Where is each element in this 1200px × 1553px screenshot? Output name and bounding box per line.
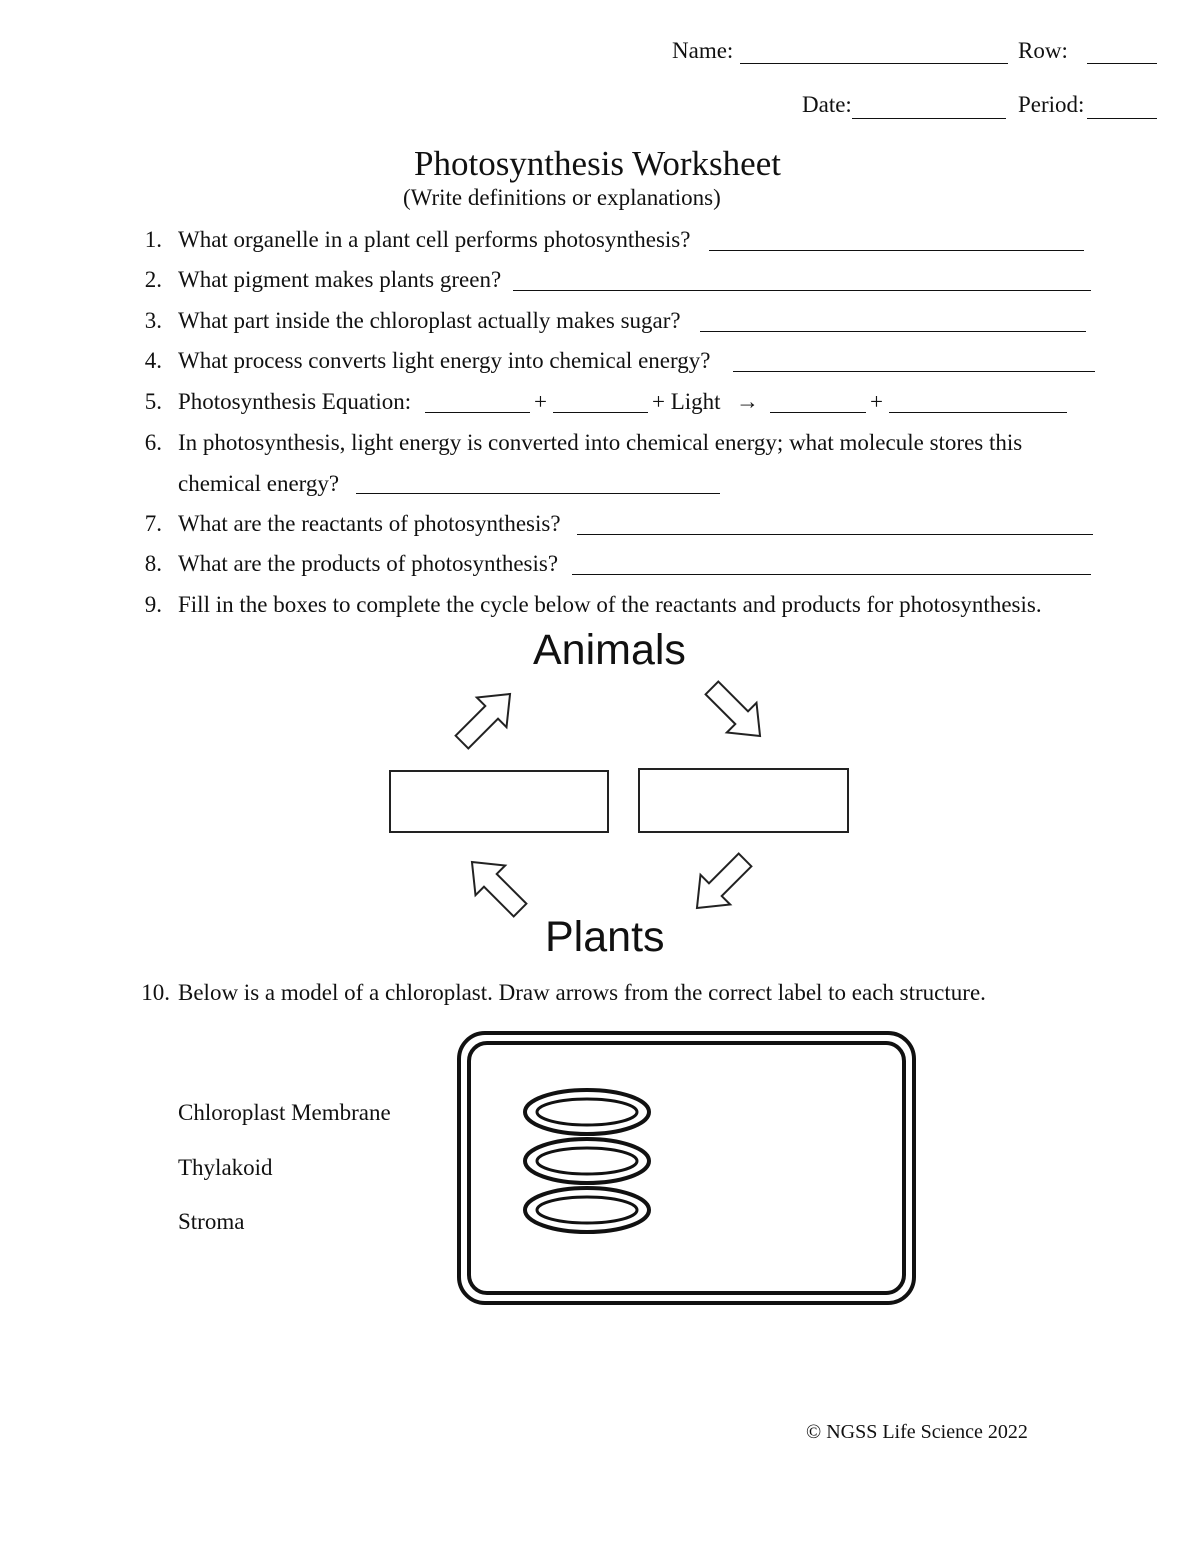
question-text: What are the products of photosynthesis? <box>178 551 559 576</box>
question-number: 6. <box>144 430 162 455</box>
question-text: What process converts light energy into chemical energy? <box>178 348 711 373</box>
page-subtitle: (Write definitions or explanations) <box>403 185 721 210</box>
cycle-arrows <box>386 628 852 963</box>
question-text: What pigment makes plants green? <box>178 267 502 292</box>
thylakoid-stack <box>525 1090 649 1232</box>
question-text: What are the reactants of photosynthesis? <box>178 511 561 536</box>
equation-blank-4[interactable] <box>889 411 1067 413</box>
animals-label: Animals <box>533 626 686 674</box>
answer-line[interactable] <box>577 533 1093 535</box>
answer-line[interactable] <box>513 289 1091 291</box>
row-label: Row: <box>1018 38 1068 63</box>
question-number: 4. <box>144 348 162 373</box>
date-field[interactable] <box>852 117 1006 119</box>
answer-line[interactable] <box>572 573 1091 575</box>
question-number: 9. <box>144 592 162 617</box>
question-text: What organelle in a plant cell performs photosynthesis? <box>178 227 691 252</box>
equation-blank-1[interactable] <box>425 411 530 413</box>
answer-line[interactable] <box>356 492 720 494</box>
name-field[interactable] <box>740 62 1008 64</box>
question-text-continued: chemical energy? <box>178 471 340 496</box>
label-thylakoid: Thylakoid <box>178 1155 273 1180</box>
answer-box-left <box>390 771 608 832</box>
period-label: Period: <box>1018 92 1085 117</box>
arrow-down-right-icon <box>697 673 775 751</box>
name-label: Name: <box>672 38 734 63</box>
cycle-diagram <box>386 628 852 963</box>
question-number: 1. <box>144 227 162 252</box>
arrow-up-right-icon <box>447 679 525 757</box>
footer-copyright: © NGSS Life Science 2022 <box>806 1421 1028 1443</box>
equation-blank-2[interactable] <box>553 411 648 413</box>
question-number: 7. <box>144 511 162 536</box>
question-text: Fill in the boxes to complete the cycle below of the reactants and products for photosynthesis. <box>178 592 1042 617</box>
question-text: Below is a model of a chloroplast. Draw arrows from the correct label to each structure. <box>178 980 986 1005</box>
question-number: 10. <box>141 980 170 1005</box>
question-number: 2. <box>144 267 162 292</box>
chloroplast-model <box>440 1016 932 1312</box>
equation-arrow: → <box>736 389 759 414</box>
answer-line[interactable] <box>700 330 1086 332</box>
date-label: Date: <box>802 92 852 117</box>
question-number: 8. <box>144 551 162 576</box>
equation-plus: + <box>870 389 883 414</box>
plants-label: Plants <box>545 913 665 961</box>
row-field[interactable] <box>1087 62 1157 64</box>
equation-blank-3[interactable] <box>770 411 866 413</box>
arrow-down-left-icon <box>682 845 760 923</box>
answer-box-right <box>639 769 848 832</box>
arrow-up-left-icon <box>457 847 535 925</box>
question-text: What part inside the chloroplast actually makes sugar? <box>178 308 681 333</box>
question-number: 3. <box>144 308 162 333</box>
question-text: Photosynthesis Equation: <box>178 389 412 414</box>
label-chloroplast-membrane: Chloroplast Membrane <box>178 1100 391 1125</box>
answer-line[interactable] <box>709 249 1084 251</box>
equation-plus: + <box>534 389 547 414</box>
period-field[interactable] <box>1087 117 1157 119</box>
label-stroma: Stroma <box>178 1209 245 1234</box>
question-text: In photosynthesis, light energy is converted into chemical energy; what molecule stores this <box>178 430 1023 455</box>
answer-line[interactable] <box>733 370 1095 372</box>
equation-plus-light: + Light <box>652 389 721 414</box>
page-title: Photosynthesis Worksheet <box>414 144 781 183</box>
question-number: 5. <box>144 389 162 414</box>
